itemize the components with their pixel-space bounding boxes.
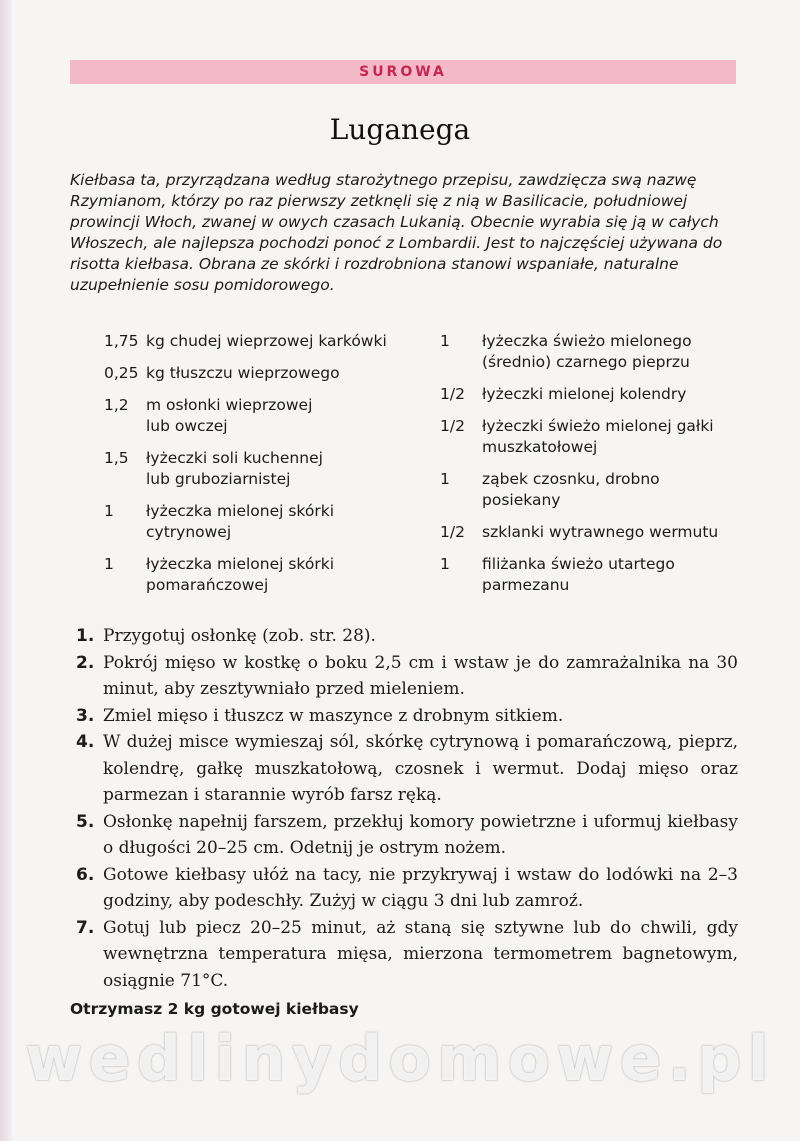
- ingredient-text: łyżeczka mielonej skórki cytrynowej: [146, 502, 334, 541]
- category-label: SUROWA: [359, 64, 447, 80]
- ingredient-qty: 0,25: [104, 364, 139, 382]
- step-text: Pokrój mięso w kostkę o boku 2,5 cm i wstaw je do zamrażalnika na 30 minut, aby zesztywniało przed mieleniem.: [103, 652, 738, 699]
- ingredient-text: kg tłuszczu wieprzowego: [146, 364, 340, 382]
- recipe-title: Luganega: [329, 113, 471, 146]
- ingredient-row: [440, 331, 740, 373]
- ingredient-qty: 1: [440, 470, 450, 488]
- recipe-yield: Otrzymasz 2 kg gotowej kiełbasy: [70, 1000, 359, 1018]
- step-text: Zmiel mięso i tłuszcz w maszynce z drobnym sitkiem.: [103, 705, 564, 726]
- ingredient-text: filiżanka świeżo utartego parmezanu: [482, 555, 675, 594]
- ingredient-qty: 1,2: [104, 396, 129, 414]
- ingredient-row: [440, 469, 740, 511]
- ingredient-text: łyżeczki soli kuchennej lub gruboziarnistej: [146, 449, 323, 488]
- ingredient-qty: 1: [440, 332, 450, 350]
- step-number: 3.: [76, 705, 95, 726]
- ingredient-row: [440, 554, 740, 596]
- step-number: 4.: [76, 732, 95, 752]
- ingredient-qty: 1/2: [440, 417, 465, 435]
- step-text: Gotuj lub piecz 20–25 minut, aż staną się sztywne lub do chwili, gdy wewnętrzna temperatura mięsa, mierzona termometrem bagnetowym, osiągnie 71°C.: [103, 917, 738, 991]
- step-item: [76, 862, 738, 915]
- step-item: [76, 729, 738, 809]
- ingredient-row: [104, 448, 404, 490]
- ingredients-right: [440, 331, 740, 607]
- step-item: [76, 809, 738, 862]
- step-item: [76, 703, 738, 730]
- step-number: 7.: [76, 917, 95, 938]
- ingredient-text: łyżeczki świeżo mielonej gałki muszkatołowej: [482, 417, 714, 456]
- ingredient-row: [104, 554, 404, 596]
- ingredient-row: [104, 363, 404, 384]
- step-item: [76, 623, 738, 650]
- step-number: 2.: [76, 652, 95, 673]
- step-number: 1.: [76, 626, 95, 646]
- ingredient-text: kg chudej wieprzowej karkówki: [146, 332, 387, 350]
- ingredient-qty: 1,5: [104, 449, 129, 467]
- ingredient-qty: 1: [440, 555, 450, 573]
- step-item: [76, 915, 738, 995]
- ingredient-text: łyżeczka świeżo mielonego (średnio) czarnego pieprzu: [482, 332, 692, 371]
- ingredient-qty: 1/2: [440, 385, 465, 403]
- ingredient-text: łyżeczki mielonej kolendry: [482, 385, 687, 403]
- ingredient-text: łyżeczka mielonej skórki pomarańczowej: [146, 555, 334, 594]
- ingredient-text: szklanki wytrawnego wermutu: [482, 523, 719, 541]
- recipe-steps: [76, 623, 738, 994]
- step-item: [76, 650, 738, 703]
- ingredient-row: [440, 416, 740, 458]
- step-text: Przygotuj osłonkę (zob. str. 28).: [103, 626, 376, 646]
- step-text: Gotowe kiełbasy ułóż na tacy, nie przykrywaj i wstaw do lodówki na 2–3 godziny, aby podeschły. Zużyj w ciągu 3 dni lub zamroź.: [103, 864, 738, 911]
- page-edge: [0, 0, 12, 1141]
- watermark: wedlinydomowe.pl: [25, 1022, 775, 1095]
- ingredient-row: [104, 331, 404, 352]
- ingredient-row: [104, 501, 404, 543]
- ingredient-row: [440, 522, 740, 543]
- step-text: Osłonkę napełnij farszem, przekłuj komory powietrzne i uformuj kiełbasy o długości 20–25 cm. Odetnij je ostrym nożem.: [103, 811, 738, 858]
- step-text: W dużej misce wymieszaj sól, skórkę cytrynową i pomarańczową, pieprz, kolendrę, gałkę muszkatołową, czosnek i wermut. Dodaj mięso oraz parmezan i starannie wyrób farsz ręką.: [103, 732, 738, 805]
- ingredient-qty: 1: [104, 555, 114, 573]
- ingredient-qty: 1,75: [104, 332, 139, 350]
- ingredient-qty: 1/2: [440, 523, 465, 541]
- step-number: 6.: [76, 864, 95, 885]
- ingredients-left: [104, 331, 404, 607]
- ingredient-text: ząbek czosnku, drobno posiekany: [482, 470, 660, 509]
- step-number: 5.: [76, 811, 95, 832]
- category-band: [70, 60, 736, 84]
- ingredient-text: m osłonki wieprzowej lub owczej: [146, 396, 313, 435]
- ingredient-row: [104, 395, 404, 437]
- ingredient-qty: 1: [104, 502, 114, 520]
- ingredient-row: [440, 384, 740, 405]
- recipe-intro: Kiełbasa ta, przyrządzana według starożytnego przepisu, zawdzięcza swą nazwę Rzymianom, którzy po raz pierwszy zetknęli się z nią w Basilicacie, południowej prowincji Włoch, zwanej w owych czasach Lukanią. Obecnie wyrabia się ją w całych Włoszech, ale najlepsza pochodzi ponoć z Lombardii. Jest to najczęściej używana do risotta kiełbasa. Obrana ze skórki i rozdrobniona stanowi wspaniałe, naturalne uzupełnienie sosu pomidorowego.: [70, 171, 723, 294]
